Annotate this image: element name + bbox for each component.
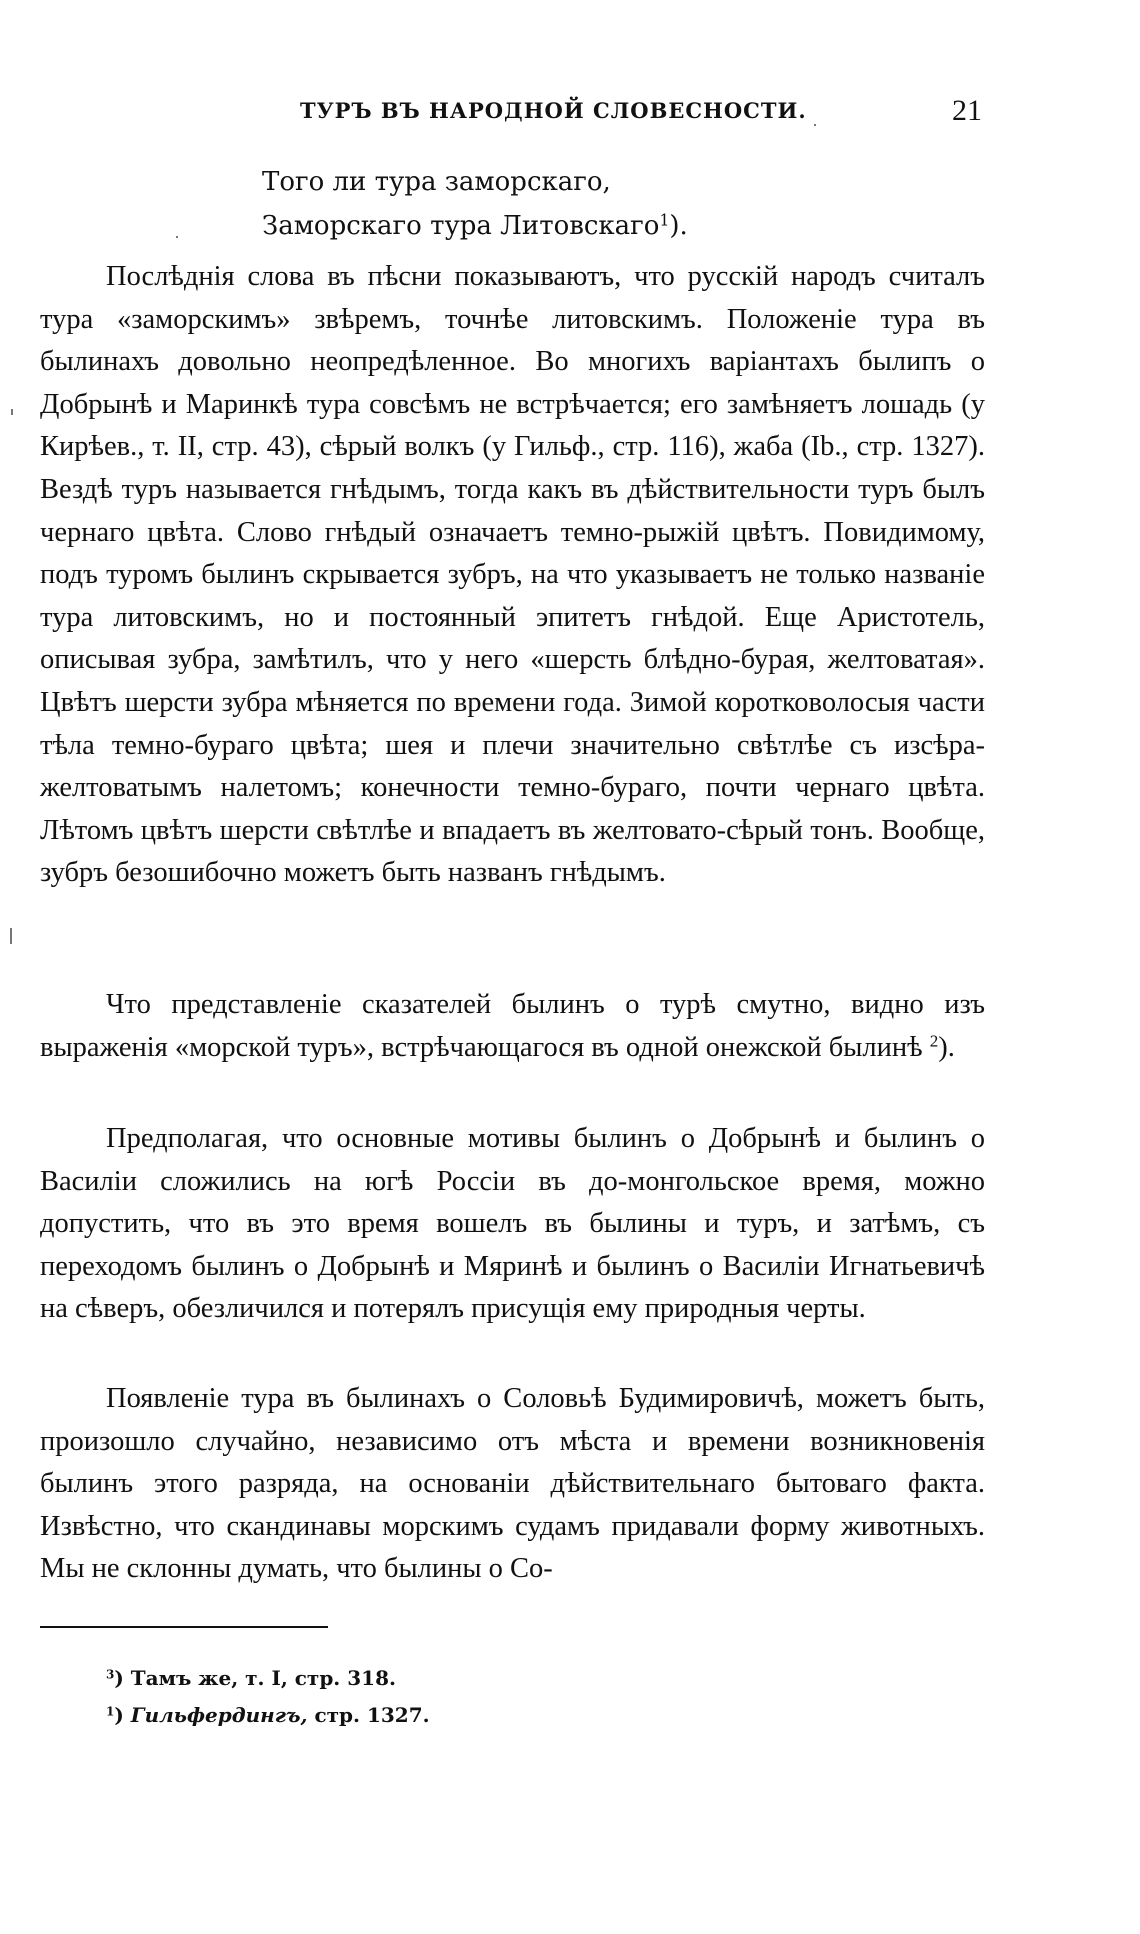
- footnote-mark: 1: [106, 1704, 115, 1719]
- footnote-2-paren: ): [114, 1703, 131, 1727]
- scan-speck: [814, 124, 816, 126]
- footnote-2-text: стр. 1327.: [307, 1703, 430, 1727]
- verse-line-2-tail: ).: [669, 211, 688, 241]
- footnote-2: [106, 1697, 430, 1734]
- footnote-2-author: Гильфердингъ,: [130, 1703, 308, 1727]
- verse-line-2: [262, 204, 688, 248]
- scan-speck: [176, 236, 178, 238]
- paragraph-1: [40, 256, 985, 895]
- paragraph-3-text: Предполагая, что основные мотивы былинъ о Добрынѣ и былинъ о Василіи сложились на югѣ Россіи въ до-монгольское время, можно допустить, что въ это время вошелъ въ былины и туръ, и затѣмъ, съ переходомъ былинъ о Добрынѣ и Мяринѣ и былинъ о Василіи Игнатьевичѣ на сѣверъ, обезличился и потерялъ присущія ему природныя черты.: [40, 1123, 985, 1325]
- paragraph-2: [40, 984, 985, 1069]
- paragraph-4: [40, 1378, 985, 1591]
- scan-speck: [11, 409, 13, 415]
- footnotes: [106, 1660, 430, 1734]
- verse-line-2-text: Заморскаго тура Литовскаго: [262, 211, 660, 241]
- footnote-mark: 3: [106, 1667, 115, 1682]
- paragraph-1-text: Послѣднія слова въ пѣсни показываютъ, что русскій народъ считалъ тура «заморскимъ» звѣремъ, точнѣе литовскимъ. Положеніе тура въ былинахъ довольно неопредѣленное. Во многихъ варіантахъ былипъ о Добрынѣ и Маринкѣ тура совсѣмъ не встрѣчается; его замѣняетъ лошадь (у Кирѣев., т. II, стр. 43), сѣрый волкъ (у Гильф., стр. 116), жаба (Ib., стр. 1327). Вездѣ туръ называется гнѣдымъ, тогда какъ въ дѣйствительности туръ былъ чернаго цвѣта. Слово гнѣдый означаетъ темно-рыжій цвѣтъ. Повидимому, подъ туромъ былинъ скрывается зубръ, на что указываетъ не только названіе тура литовскимъ, но и постоянный эпитетъ гнѣдой. Еще Аристотель, описывая зубра, замѣтилъ, что у него «шерсть блѣдно-бурая, желтоватая». Цвѣтъ шерсти зубра мѣняется по времени года. Зимой коротковолосыя части тѣла темно-бураго цвѣта; шея и плечи значительно свѣтлѣе съ изсѣра-желтоватымъ налетомъ; конечности темно-бураго, почти чернаго цвѣта. Лѣтомъ цвѣтъ шерсти свѣтлѣе и впадаетъ въ желтовато-сѣрый тонъ. Вообще, зубръ безошибочно можетъ быть названъ гнѣдымъ.: [40, 261, 985, 889]
- footnote-reference: 1: [659, 211, 670, 230]
- paragraph-4-text: Появленіе тура въ былинахъ о Соловьѣ Будимировичѣ, можетъ быть, произошло случайно, независимо отъ мѣста и времени возникновенія былинъ этого разряда, на основаніи дѣйствительнаго бытоваго факта. Извѣстно, что скандинавы морскимъ судамъ придавали форму животныхъ. Мы не склонны думать, что былины о Со-: [40, 1383, 985, 1585]
- footnote-1-text: ) Тамъ же, т. I, стр. 318.: [114, 1666, 396, 1690]
- page-number: 21: [952, 94, 982, 127]
- footnote-reference: 2: [929, 1031, 939, 1051]
- footnote-1: [106, 1660, 430, 1697]
- paragraph-2-text: Что представленіе сказателей былинъ о турѣ смутно, видно изъ выраженія «морской туръ», встрѣчающагося въ одной онежской былинѣ: [40, 989, 985, 1063]
- scan-speck: [10, 928, 12, 944]
- verse-quote: [262, 160, 688, 248]
- paragraph-2-tail: ).: [938, 1031, 955, 1063]
- footnote-divider: [40, 1626, 328, 1628]
- running-title: ТУРЪ ВЪ НАРОДНОЙ СЛОВЕСНОСТИ.: [300, 98, 807, 123]
- paragraph-3: [40, 1118, 985, 1331]
- verse-line-1: Того ли тура заморскаго,: [262, 167, 611, 197]
